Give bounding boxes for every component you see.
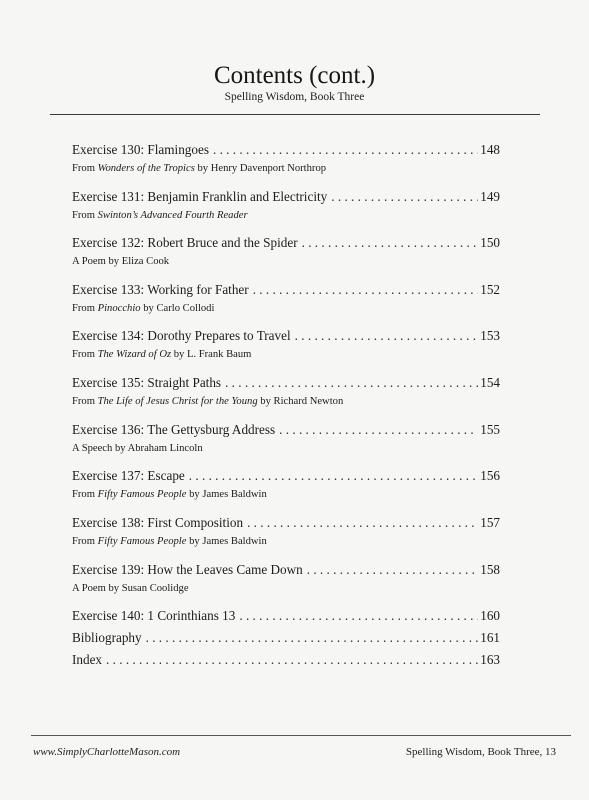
toc-entry (72, 328, 500, 361)
dot-leader (247, 515, 478, 531)
entry-page: 149 (480, 189, 500, 204)
page-subtitle: Spelling Wisdom, Book Three (224, 91, 365, 103)
entry-page: 158 (480, 562, 500, 577)
dot-leader (225, 375, 478, 391)
dot-leader (307, 562, 479, 578)
footer-rule (31, 735, 571, 736)
entry-source: A Poem by Eliza Cook (72, 256, 170, 267)
dot-leader (106, 652, 478, 668)
entry-page: 153 (480, 328, 500, 343)
entry-page: 161 (480, 630, 500, 645)
entry-page: 152 (480, 282, 500, 297)
entry-title: Exercise 138: First Composition (72, 515, 244, 530)
dot-leader (295, 328, 479, 344)
entry-page: 155 (480, 422, 500, 437)
dot-leader (279, 422, 478, 438)
entry-source: From Wonders of the Tropics by Henry Davenport Northrop (72, 163, 327, 174)
entry-title: Exercise 135: Straight Paths (72, 375, 222, 390)
entry-title: Exercise 136: The Gettysburg Address (72, 422, 276, 437)
entry-title: Exercise 139: How the Leaves Came Down (72, 562, 303, 577)
toc-entry (72, 235, 500, 268)
entry-source: From Fifty Famous People by James Baldwin (72, 489, 267, 500)
toc-entry (72, 422, 500, 455)
entry-source: From Pinocchio by Carlo Collodi (72, 303, 215, 314)
entry-page: 148 (480, 142, 500, 157)
dot-leader (146, 630, 479, 646)
toc-entry (72, 282, 500, 315)
entry-title: Exercise 134: Dorothy Prepares to Travel (72, 328, 291, 343)
entry-title: Bibliography (72, 630, 142, 645)
toc-entry (72, 189, 500, 222)
entry-page: 154 (480, 375, 500, 390)
toc-entry (72, 515, 500, 548)
toc-entry (72, 562, 500, 595)
entry-page: 160 (480, 608, 500, 623)
entry-page: 156 (480, 468, 500, 483)
entry-source: From The Life of Jesus Christ for the Young by Richard Newton (72, 396, 344, 407)
entry-source: From Fifty Famous People by James Baldwin (72, 536, 267, 547)
dot-leader (239, 608, 478, 624)
entry-title: Exercise 137: Escape (72, 468, 185, 483)
dot-leader (189, 468, 478, 484)
entry-source: A Poem by Susan Coolidge (72, 583, 189, 594)
entry-title: Index (72, 652, 103, 667)
entry-title: Exercise 130: Flamingoes (72, 142, 209, 157)
footer-page-number: Spelling Wisdom, Book Three, 13 (405, 746, 556, 758)
entry-title: Exercise 131: Benjamin Franklin and Electricity (72, 189, 328, 204)
toc-entry (72, 375, 500, 408)
entry-source: From Swinton’s Advanced Fourth Reader (72, 210, 248, 221)
dot-leader (331, 189, 478, 205)
entry-title: Exercise 140: 1 Corinthians 13 (72, 608, 236, 623)
entry-source: From The Wizard of Oz by L. Frank Baum (72, 349, 252, 360)
entry-title: Exercise 133: Working for Father (72, 282, 249, 297)
toc-entry (72, 142, 500, 175)
entry-title: Exercise 132: Robert Bruce and the Spider (72, 235, 298, 250)
footer-website: www.SimplyCharlotteMason.com (33, 746, 181, 758)
dot-leader (302, 235, 479, 251)
dot-leader (213, 142, 478, 158)
toc-entry-index (72, 652, 500, 668)
header-rule (50, 114, 540, 115)
entry-page: 150 (480, 235, 500, 250)
toc-entry (72, 468, 500, 501)
page-title: Contents (cont.) (213, 62, 376, 89)
entry-page: 163 (480, 652, 500, 667)
entry-page: 157 (480, 515, 500, 530)
toc-entry (72, 608, 500, 624)
dot-leader (253, 282, 479, 298)
entry-source: A Speech by Abraham Lincoln (72, 443, 203, 454)
toc-entry-bibliography (72, 630, 500, 646)
